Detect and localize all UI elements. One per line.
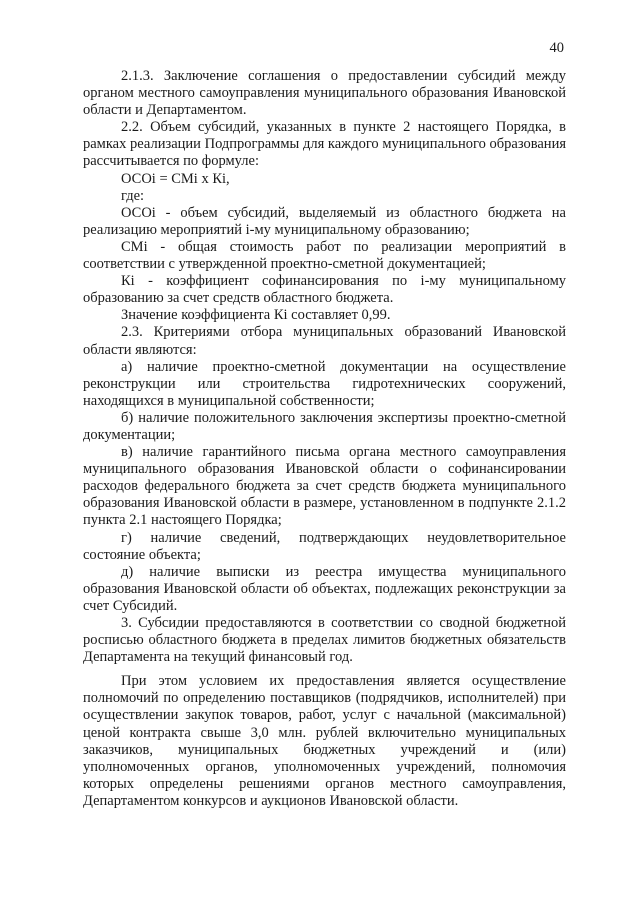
formula-where-label: где:: [121, 187, 145, 204]
criterion-g: г) наличие сведений, подтверждающих неудовлетворительное состояние объекта;: [83, 529, 566, 563]
formula: ОСОi = СМi x Кi,: [121, 170, 230, 187]
definition-k: Кi - коэффициент софинансирования по i-му муниципальному образованию за счет средств областного бюджета.: [83, 273, 566, 307]
definition-oso: ОСОi - объем субсидий, выделяемый из областного бюджета на реализацию мероприятий i-му муниципальному образованию;: [83, 204, 566, 238]
document-body: [83, 68, 566, 810]
criterion-v: в) наличие гарантийного письма органа местного самоуправления муниципального образования Ивановской области о софинансировании расходов федерального бюджета за счет средств бюджета муниципального образования Ивановской области в размере, установленном в подпункте 2.1.2 пункта 2.1 настоящего Порядка;: [83, 444, 566, 529]
paragraph-2-3: 2.3. Критериями отбора муниципальных образований Ивановской области являются:: [83, 324, 566, 358]
paragraph-2-1-3: 2.1.3. Заключение соглашения о предоставлении субсидий между органом местного самоуправления муниципального образования Ивановской области и Департаментом.: [83, 68, 566, 119]
coefficient-value: Значение коэффициента Кi составляет 0,99.: [121, 307, 391, 324]
criterion-d: д) наличие выписки из реестра имущества муниципального образования Ивановской области об объектах, подлежащих реконструкции за счет Субсидий.: [83, 563, 566, 614]
paragraph-2-2: 2.2. Объем субсидий, указанных в пункте 2 настоящего Порядка, в рамках реализации Подпрограммы для каждого муниципального образования рассчитывается по формуле:: [83, 119, 566, 170]
page-number: 40: [549, 40, 564, 56]
definition-sm: СМi - общая стоимость работ по реализации мероприятий в соответствии с утвержденной проектно-сметной документацией;: [83, 238, 566, 273]
paragraph-conditions: При этом условием их предоставления является осуществление полномочий по определению поставщиков (подрядчиков, исполнителей) при осуществлении закупок товаров, работ, услуг с начальной (максимальной) ценой контракта свыше 3,0 млн. рублей включительно муниципальных заказчиков, муниципальных бюджетных учреждений и (или) уполномоченных органов, уполномоченных учреждений, полномочия которых определены решениями органов местного самоуправления, Департаментом конкурсов и аукционов Ивановской области.: [83, 673, 566, 809]
paragraph-3: 3. Субсидии предоставляются в соответствии со сводной бюджетной росписью областного бюджета в пределах лимитов бюджетных обязательств Департамента на текущий финансовый год.: [83, 615, 566, 666]
criterion-a: а) наличие проектно-сметной документации на осуществление реконструкции или строительства гидротехнических сооружений, находящихся в муниципальной собственности;: [83, 358, 566, 409]
criterion-b: б) наличие положительного заключения экспертизы проектно-сметной документации;: [83, 409, 566, 443]
